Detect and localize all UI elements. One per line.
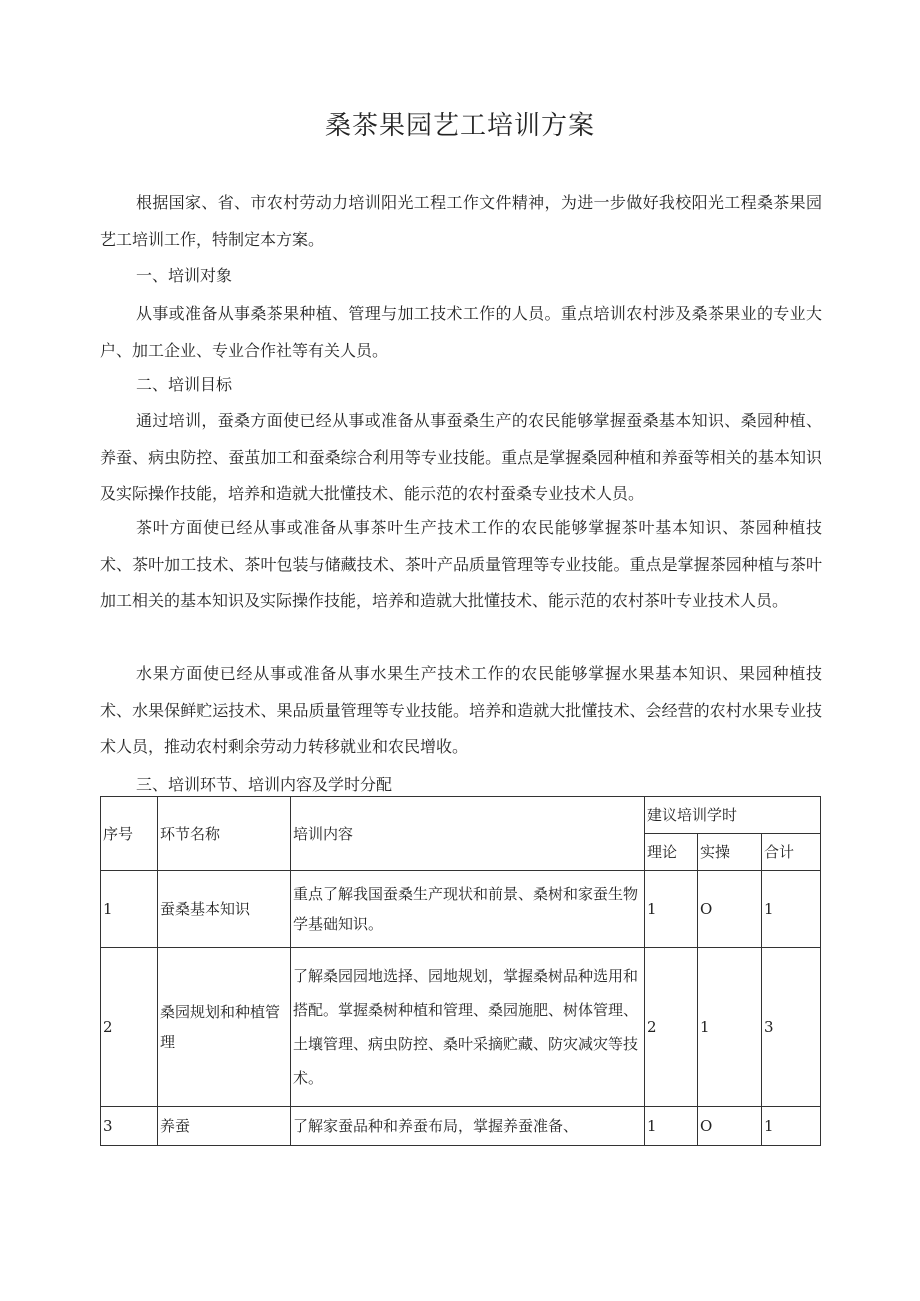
header-total: 合计 [762, 834, 821, 871]
row-theory: 2 [645, 948, 698, 1107]
document-title: 桑茶果园艺工培训方案 [324, 111, 595, 141]
row-practice: O [698, 871, 762, 948]
intro-paragraph: 根据国家、省、市农村劳动力培训阳光工程工作文件精神，为进一步做好我校阳光工程桑茶果园艺工培训工作，特制定本方案。 [100, 193, 822, 249]
row-total: 3 [762, 948, 821, 1107]
section-heading-schedule: 三、培训环节、培训内容及学时分配 [136, 775, 393, 794]
section-paragraph-sericulture: 通过培训，蚕桑方面使已经从事或准备从事蚕桑生产的农民能够掌握蚕桑基本知识、桑园种植、养蚕、病虫防控、蚕茧加工和蚕桑综合利用等专业技能。重点是掌握桑园种植和养蚕等相关的基本知识及实际操作技能，培养和造就大批懂技术、能示范的农村蚕桑专业技术人员。 [100, 411, 822, 503]
section-paragraph-targets: 从事或准备从事桑茶果种植、管理与加工技术工作的人员。重点培训农村涉及桑茶果业的专业大户、加工企业、专业合作社等有关人员。 [100, 304, 822, 360]
row-total: 1 [762, 1107, 821, 1146]
training-hours-table [100, 796, 821, 1146]
section-paragraph-fruit: 水果方面使已经从事或准备从事水果生产技术工作的农民能够掌握水果基本知识、果园种植技术、水果保鲜贮运技术、果品质量管理等专业技能。培养和造就大批懂技术、会经营的农村水果专业技术人员，推动农村剩余劳动力转移就业和农民增收。 [100, 664, 822, 756]
row-total: 1 [762, 871, 821, 948]
row-content: 了解桑园园地选择、园地规划，掌握桑树品种选用和搭配。掌握桑树种植和管理、桑园施肥、树体管理、土壤管理、病虫防控、桑叶采摘贮藏、防灾减灾等技术。 [291, 948, 645, 1107]
header-name: 环节名称 [158, 797, 291, 871]
table-row [101, 1107, 821, 1146]
row-theory: 1 [645, 871, 698, 948]
section-heading-targets: 一、培训对象 [136, 266, 233, 285]
section-heading-goals: 二、培训目标 [136, 375, 233, 394]
header-hours-group: 建议培训学时 [645, 797, 821, 834]
row-name: 桑园规划和种植管理 [158, 948, 291, 1107]
header-content: 培训内容 [291, 797, 645, 871]
row-practice: O [698, 1107, 762, 1146]
header-theory: 理论 [645, 834, 698, 871]
row-name: 蚕桑基本知识 [158, 871, 291, 948]
row-seq: 1 [101, 871, 158, 948]
table-header-row [101, 797, 821, 834]
table-row [101, 871, 821, 948]
row-content: 重点了解我国蚕桑生产现状和前景、桑树和家蚕生物学基础知识。 [291, 871, 645, 948]
row-seq: 3 [101, 1107, 158, 1146]
row-content: 了解家蚕品种和养蚕布局，掌握养蚕准备、 [291, 1107, 645, 1146]
section-paragraph-tea: 茶叶方面使已经从事或准备从事茶叶生产技术工作的农民能够掌握茶叶基本知识、茶园种植技术、茶叶加工技术、茶叶包装与储藏技术、茶叶产品质量管理等专业技能。重点是掌握茶园种植与茶叶加工相关的基本知识及实际操作技能，培养和造就大批懂技术、能示范的农村茶叶专业技术人员。 [100, 518, 822, 610]
header-practice: 实操 [698, 834, 762, 871]
header-seq: 序号 [101, 797, 158, 871]
table-row [101, 948, 821, 1107]
row-name: 养蚕 [158, 1107, 291, 1146]
row-practice: 1 [698, 948, 762, 1107]
row-seq: 2 [101, 948, 158, 1107]
row-theory: 1 [645, 1107, 698, 1146]
